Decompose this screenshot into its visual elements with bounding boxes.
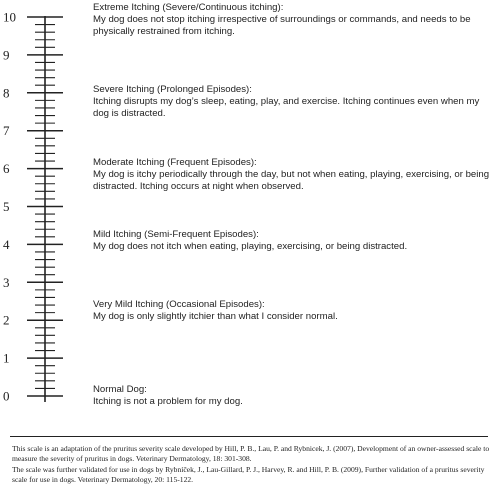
level-description: Itching disrupts my dog’s sleep, eating, play, and exercise. Itching continues even when my dog is distracted. bbox=[93, 96, 480, 119]
scale-numbers bbox=[3, 10, 16, 404]
scale-number-6: 6 bbox=[3, 161, 10, 177]
level-title: Very Mild Itching (Occasional Episodes): bbox=[93, 299, 265, 310]
scale-number-7: 7 bbox=[3, 123, 10, 139]
divider bbox=[10, 436, 488, 437]
level-title: Moderate Itching (Frequent Episodes): bbox=[93, 157, 257, 168]
level-description: Itching is not a problem for my dog. bbox=[93, 396, 243, 407]
level-moderate bbox=[93, 157, 493, 193]
footnote-validation: The scale was further validated for use in dogs by Rybníček, J., Lau-Gillard, P. J., Harvey, R. and Hill, P. B. (2009), Further validation of a pruritus severity scale for use in dogs. Veterinary Dermatology, 20: 115-122. bbox=[12, 465, 485, 484]
level-severe bbox=[93, 84, 493, 120]
scale-number-1: 1 bbox=[3, 350, 10, 366]
level-description: My dog does not itch when eating, playing, exercising, or being distracted. bbox=[93, 241, 408, 252]
level-title: Mild Itching (Semi-Frequent Episodes): bbox=[93, 229, 259, 240]
level-description: My dog does not stop itching irrespective of surroundings or commands, and needs to be physically restrained from itching. bbox=[93, 14, 471, 37]
scale-number-8: 8 bbox=[3, 85, 10, 101]
scale-number-9: 9 bbox=[3, 47, 10, 63]
level-title: Severe Itching (Prolonged Episodes): bbox=[93, 84, 252, 95]
level-extreme bbox=[93, 2, 493, 38]
level-title: Normal Dog: bbox=[93, 384, 147, 395]
level-description: My dog is only slightly itchier than what I consider normal. bbox=[93, 311, 338, 322]
scale-number-2: 2 bbox=[3, 312, 10, 328]
scale-number-10: 10 bbox=[3, 9, 16, 25]
level-very-mild bbox=[93, 299, 493, 323]
scale-number-4: 4 bbox=[3, 236, 10, 252]
scale-number-0: 0 bbox=[3, 388, 10, 404]
level-mild bbox=[93, 229, 493, 253]
level-description: My dog is itchy periodically through the day, but not when eating, playing, exercising, or being distracted. Itching occurs at night when observed. bbox=[93, 169, 490, 192]
scale-number-5: 5 bbox=[3, 199, 10, 214]
pruritus-scale bbox=[0, 0, 92, 420]
level-title: Extreme Itching (Severe/Continuous itching): bbox=[93, 2, 284, 13]
level-normal bbox=[93, 384, 493, 408]
footnote-adaptation: This scale is an adaptation of the pruritus severity scale developed by Hill, P. B., Lau, P. and Rybnicek, J. (2007), Development of an owner-assessed scale to measure the severity of pruritus in dogs. Veterinary Dermatology, 18: 301-308. bbox=[12, 444, 490, 463]
scale-number-3: 3 bbox=[3, 274, 10, 290]
